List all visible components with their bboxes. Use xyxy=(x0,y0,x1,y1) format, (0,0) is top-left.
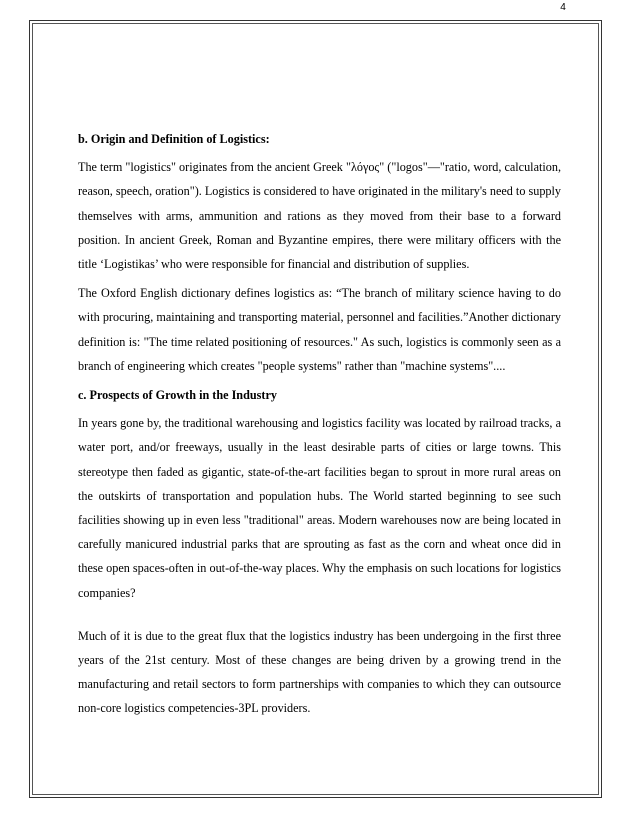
document-body xyxy=(78,127,561,726)
page-number: 4 xyxy=(560,2,566,13)
paragraph-warehouse-locations: In years gone by, the traditional warehousing and logistics facility was located by railroad tracks, a water port, and/or freeways, usually in the least desirable parts of cities or large towns. This stereotype then faded as gigantic, state-of-the-art facilities began to sprout in more rural areas on the outskirts of transportation and population hubs. The World started beginning to see such facilities showing up in even less "traditional" areas. Modern warehouses now are being located in carefully manicured industrial parks that are sprouting as fast as the corn and wheat once did in these open spaces-often in out-of-the-way places. Why the emphasis on such locations for logistics companies? xyxy=(78,416,561,600)
section-heading-origin: b. Origin and Definition of Logistics: xyxy=(78,132,270,146)
paragraph-spacer xyxy=(78,605,561,624)
paragraph-industry-flux: Much of it is due to the great flux that the logistics industry has been undergoing in the first three years of the 21st century. Most of these changes are being driven by a growing trend in the manufacturing and retail sectors to form partnerships with companies to which they can outsource non-core logistics competencies-3PL providers. xyxy=(78,628,561,716)
paragraph-logistics-etymology: The term "logistics" originates from the ancient Greek "λόγος" ("logos"—"ratio, word, calculation, reason, speech, oration"). Logistics is considered to have originated in the military's need to supply themselves with arms, ammunition and rations as they moved from their base to a forward position. In ancient Greek, Roman and Byzantine empires, there were military officers with the title ‘Logistikas’ who were responsible for financial and distribution of supplies. xyxy=(78,160,561,272)
paragraph-logistics-definition: The Oxford English dictionary defines logistics as: “The branch of military science having to do with procuring, maintaining and transporting material, personnel and facilities.”Another dictionary definition is: "The time related positioning of resources." As such, logistics is commonly seen as a branch of engineering which creates "people systems" rather than "machine systems".... xyxy=(78,286,561,373)
section-heading-prospects: c. Prospects of Growth in the Industry xyxy=(78,388,277,403)
